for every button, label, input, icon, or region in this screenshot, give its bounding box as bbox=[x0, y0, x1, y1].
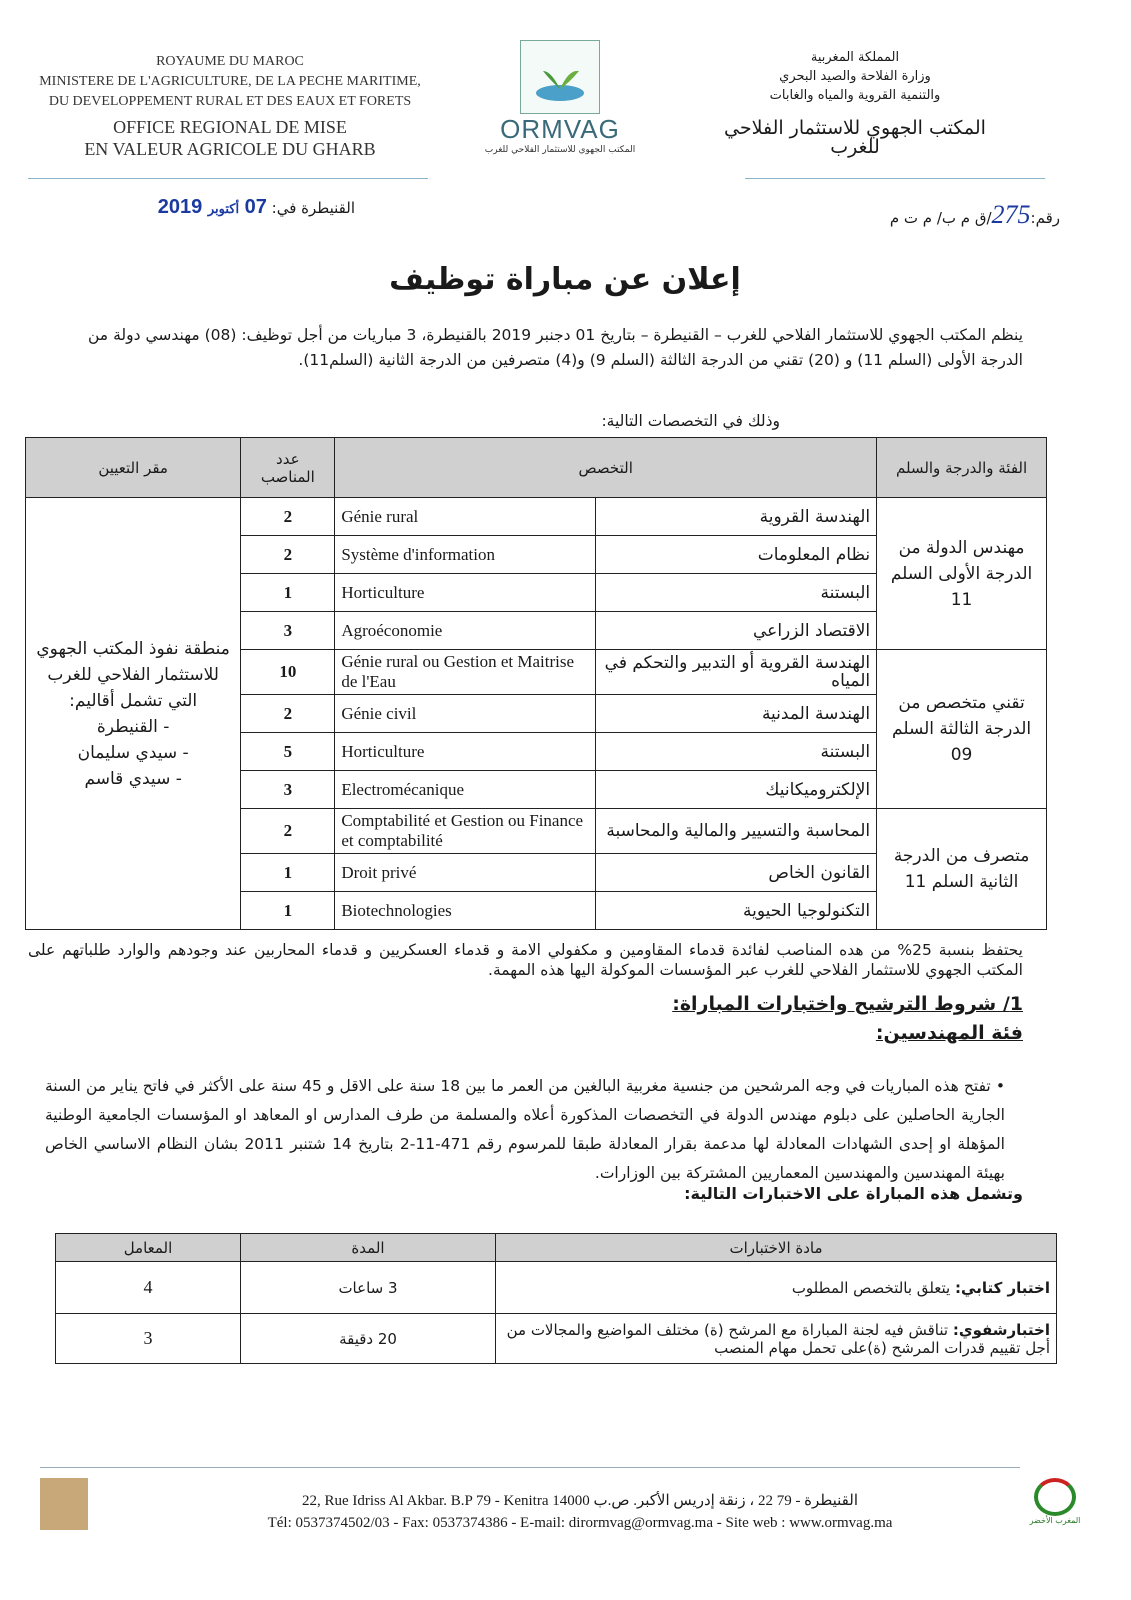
count-cell: 1 bbox=[241, 574, 335, 612]
footer-left-logo bbox=[40, 1478, 88, 1530]
specialty-ar-cell: البستنة bbox=[596, 574, 877, 612]
specialty-fr-cell: Electromécanique bbox=[335, 771, 596, 809]
intro-specialties: وذلك في التخصصات التالية: bbox=[601, 412, 780, 430]
date-line: القنيطرة في: 07 أكتوبر 2019 bbox=[157, 196, 355, 218]
date-stamp: 07 أكتوبر 2019 bbox=[157, 196, 267, 218]
specialty-ar-cell: الهندسة القروية bbox=[596, 498, 877, 536]
footer-contact-line: Tél: 0537374502/03 - Fax: 0537374386 - E-mail: dirormvag@ormvag.ma - Site web : www.ormvag.ma bbox=[267, 1515, 893, 1531]
specialty-ar-cell: نظام المعلومات bbox=[596, 536, 877, 574]
reserve-paragraph: يحتفظ بنسبة 25% من هده المناصب لفائدة قدماء المقاومين و مكفولي الامة و قدماء العسكريين و قدماء المحاربين عند وجودهم والوارد طلباتهم على المكتب الجهوي للاستثمار الفلاحي للغرب عبر المؤسسات الموكولة اليها هذه المهمة. bbox=[28, 941, 1023, 979]
header-duration: المدة bbox=[241, 1234, 496, 1262]
ministry-ar: وزارة الفلاحة والصيد البحري bbox=[779, 69, 931, 84]
duration-cell: 3 ساعات bbox=[241, 1262, 496, 1314]
ministry-fr-2: DU DEVELOPPEMENT RURAL ET DES EAUX ET FORETS bbox=[48, 94, 412, 109]
conditions-paragraph: • تفتح هذه المباريات في وجه المرشحين من جنسية مغربية البالغين من العمر ما بين 18 سنة على الاقل و 45 سنة على الأكثر في فاتح يناير من السنة الجارية الحاصلين على دبلوم مهندس الدولة في التخصصات المذكورة أعلاه والمسلمة من طرف المدارس او المعاهد او المؤسسات الجامعية الوطنية المؤهلة او إحدى الشهادات المعادلة لها مدعمة بقرار المعادلة طبقا للمرسوم رقم 471-11-2 بتاريخ 14 شتنبر 2011 بشان النظام الاساسي الخاص بهيئة المهندسين والمهندسين المعماريين المشتركة بين الوزارات. bbox=[45, 1077, 1005, 1182]
reference-number: رقم:275/ق م ب/ م ت م bbox=[889, 200, 1060, 229]
count-cell: 2 bbox=[241, 536, 335, 574]
ministry-ar-2: والتنمية القروية والمياه والغابات bbox=[769, 88, 941, 103]
subject-cell: اختبارشفوي: تناقش فيه لجنة المباراة مع المرشح (ة) مختلف المواضيع والمجالات من أجل تقييم قدرات المرشح (ة)على تحمل مهام المنصب bbox=[496, 1314, 1057, 1364]
count-cell: 5 bbox=[241, 733, 335, 771]
french-header bbox=[20, 52, 440, 160]
subject-cell: اختبار كتابي: يتعلق بالتخصص المطلوب bbox=[496, 1262, 1057, 1314]
specialty-fr-cell: Droit privé bbox=[335, 854, 596, 892]
subsection-heading: فئة المهندسين: bbox=[875, 1022, 1023, 1044]
specialty-fr-cell: Comptabilité et Gestion ou Finance et comptabilité bbox=[335, 809, 596, 854]
table-row bbox=[26, 498, 1047, 536]
specialty-ar-cell: التكنولوجيا الحيوية bbox=[596, 892, 877, 930]
ref-handwritten: 275 bbox=[991, 200, 1031, 229]
specialty-fr-cell: Système d'information bbox=[335, 536, 596, 574]
tests-table bbox=[55, 1233, 1057, 1364]
header-specialty: التخصص bbox=[335, 438, 877, 498]
coef-cell: 4 bbox=[56, 1262, 241, 1314]
specialty-ar-cell: القانون الخاص bbox=[596, 854, 877, 892]
arabic-header bbox=[720, 48, 990, 157]
category-cell: مهندس الدولة من الدرجة الأولى السلم 11 bbox=[877, 498, 1047, 650]
specialty-ar-cell: الاقتصاد الزراعي bbox=[596, 612, 877, 650]
specialty-fr-cell: Génie rural ou Gestion et Maitrise de l'Eau bbox=[335, 650, 596, 695]
intro-paragraph: ينظم المكتب الجهوي للاستثمار الفلاحي للغرب – القنيطرة – بتاريخ 01 دجنبر 2019 بالقنيطرة، 3 مباريات من أجل توظيف: (08) مهندسي دولة من الدرجة الأولى (السلم 11) و (20) تقني من الدرجة الثالثة (السلم 9) و(4) متصرفين من الدرجة الثانية (السلم11). bbox=[88, 326, 1024, 369]
coef-cell: 3 bbox=[56, 1314, 241, 1364]
specialty-ar-cell: الإلكتروميكانيك bbox=[596, 771, 877, 809]
specialty-ar-cell: المحاسبة والتسيير والمالية والمحاسبة bbox=[596, 809, 877, 854]
count-cell: 1 bbox=[241, 892, 335, 930]
header-subject: مادة الاختبارات bbox=[496, 1234, 1057, 1262]
header-coef: المعامل bbox=[56, 1234, 241, 1262]
section-heading: 1/ شروط الترشيح واختبارات المباراة: bbox=[672, 993, 1023, 1015]
count-cell: 2 bbox=[241, 695, 335, 733]
specialty-fr-cell: Horticulture bbox=[335, 574, 596, 612]
specialty-fr-cell: Agroéconomie bbox=[335, 612, 596, 650]
count-cell: 1 bbox=[241, 854, 335, 892]
specialties-table bbox=[25, 437, 1047, 930]
page-title: إعلان عن مباراة توظيف bbox=[389, 262, 741, 297]
ministry-fr: MINISTERE DE L'AGRICULTURE, DE LA PECHE MARITIME, bbox=[39, 74, 421, 89]
location-cell: منطقة نفوذ المكتب الجهوي للاستثمار الفلاحي للغرب التي تشمل أقاليم: - القنيطرة - سيدي سليمان - سيدي قاسم bbox=[26, 498, 241, 930]
logo-icon bbox=[520, 40, 600, 114]
header-category: الفئة والدرجة والسلم bbox=[877, 438, 1047, 498]
header-count: عدد المناصب bbox=[241, 438, 335, 498]
specialty-fr-cell: Biotechnologies bbox=[335, 892, 596, 930]
test-row bbox=[56, 1314, 1057, 1364]
specialty-ar-cell: الهندسة القروية أو التدبير والتحكم في المياه bbox=[596, 650, 877, 695]
footer-divider bbox=[40, 1467, 1020, 1468]
ormvag-logo: ORMVAG المكتب الجهوي للاستثمار الفلاحي للغرب bbox=[460, 40, 660, 155]
green-morocco-logo: المغرب الأخضر bbox=[1020, 1478, 1090, 1525]
count-cell: 2 bbox=[241, 809, 335, 854]
specialty-fr-cell: Génie rural bbox=[335, 498, 596, 536]
duration-cell: 20 دقيقة bbox=[241, 1314, 496, 1364]
test-row bbox=[56, 1262, 1057, 1314]
count-cell: 2 bbox=[241, 498, 335, 536]
logo-icon bbox=[1034, 1478, 1076, 1516]
count-cell: 10 bbox=[241, 650, 335, 695]
category-cell: متصرف من الدرجة الثانية السلم 11 bbox=[877, 809, 1047, 930]
count-cell: 3 bbox=[241, 612, 335, 650]
specialty-ar-cell: البستنة bbox=[596, 733, 877, 771]
kingdom-ar: المملكة المغربية bbox=[810, 50, 900, 65]
header-location: مقر التعيين bbox=[26, 438, 241, 498]
footer-address bbox=[185, 1490, 975, 1534]
kingdom-fr: ROYAUME DU MAROC bbox=[156, 54, 304, 69]
specialty-ar-cell: الهندسة المدنية bbox=[596, 695, 877, 733]
divider bbox=[745, 178, 1045, 179]
office-ar: المكتب الجهوي للاستثمار الفلاحي للغرب bbox=[724, 117, 986, 158]
office-fr: OFFICE REGIONAL DE MISE bbox=[113, 117, 347, 137]
specialty-fr-cell: Horticulture bbox=[335, 733, 596, 771]
tests-intro: وتشمل هذه المباراة على الاختبارات التالية: bbox=[684, 1184, 1023, 1203]
office-fr-2: EN VALEUR AGRICOLE DU GHARB bbox=[84, 139, 376, 159]
divider bbox=[28, 178, 428, 179]
footer-address-line: 22, Rue Idriss Al Akbar. B.P 79 - Kenitra 14000 القنيطرة - 79 22 ، زنقة إدريس الأكبر. ص.ب bbox=[301, 1493, 859, 1509]
specialty-fr-cell: Génie civil bbox=[335, 695, 596, 733]
count-cell: 3 bbox=[241, 771, 335, 809]
category-cell: تقني متخصص من الدرجة الثالثة السلم 09 bbox=[877, 650, 1047, 809]
